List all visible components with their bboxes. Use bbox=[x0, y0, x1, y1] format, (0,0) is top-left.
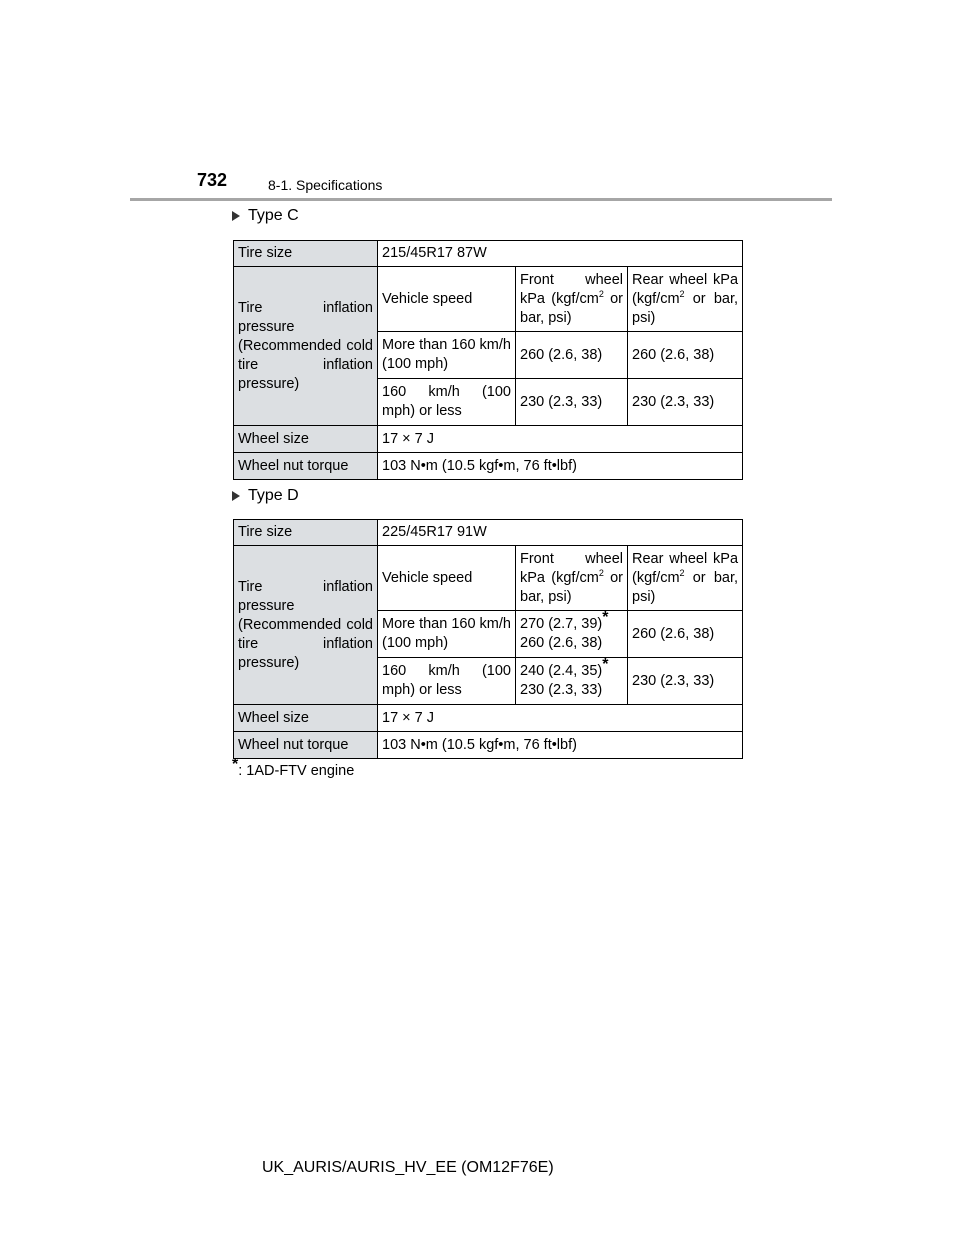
footnote-asterisk: * bbox=[232, 756, 239, 774]
wheel-nut-torque-label: Wheel nut torque bbox=[234, 732, 378, 759]
asterisk-mark: * bbox=[602, 609, 609, 627]
tire-pressure-label: Tire inflation pressure (Recommended cold tire inflation pressure) bbox=[234, 267, 378, 426]
vehicle-speed-header: Vehicle speed bbox=[378, 267, 516, 332]
type-d-heading bbox=[232, 487, 299, 505]
type-c-spec-table bbox=[233, 240, 743, 480]
front-pressure-cell: 260 (2.6, 38) bbox=[516, 332, 628, 379]
rear-wheel-header: Rear wheel kPa ($kgf/cm^2$ or bar, psi) bbox=[628, 546, 743, 611]
front-wheel-header: Front wheel kPa ($kgf/cm^2$ or bar, psi) bbox=[516, 546, 628, 611]
section-title: 8-1. Specifications bbox=[268, 177, 383, 193]
speed-cell: 160 km/h (100 mph) or less bbox=[378, 658, 516, 705]
tire-pressure-label: Tire inflation pressure (Recommended cold tire inflation pressure) bbox=[234, 546, 378, 705]
tire-size-label: Tire size bbox=[234, 241, 378, 267]
tire-size-value: 215/45R17 87W bbox=[378, 241, 743, 267]
triangle-bullet-icon bbox=[232, 211, 240, 221]
type-c-heading bbox=[232, 207, 299, 225]
type-d-label: Type D bbox=[248, 487, 299, 504]
rear-pressure-cell: 230 (2.3, 33) bbox=[628, 658, 743, 705]
rear-pressure-cell: 260 (2.6, 38) bbox=[628, 611, 743, 658]
speed-cell: More than 160 km/h (100 mph) bbox=[378, 332, 516, 379]
wheel-size-label: Wheel size bbox=[234, 705, 378, 732]
triangle-bullet-icon bbox=[232, 491, 240, 501]
rear-wheel-header: Rear wheel kPa ($kgf/cm^2$ or bar, psi) bbox=[628, 267, 743, 332]
tire-size-label: Tire size bbox=[234, 520, 378, 546]
wheel-nut-torque-value: 103 N•m (10.5 kgf•m, 76 ft•lbf) bbox=[378, 732, 743, 759]
front-pressure-cell: 270 (2.7, 39)* 260 (2.6, 38) bbox=[516, 611, 628, 658]
header-rule bbox=[130, 198, 832, 201]
footnote-text: : 1AD-FTV engine bbox=[238, 763, 355, 779]
rear-pressure-cell: 230 (2.3, 33) bbox=[628, 379, 743, 426]
type-c-label: Type C bbox=[248, 207, 299, 224]
rear-pressure-cell: 260 (2.6, 38) bbox=[628, 332, 743, 379]
asterisk-mark: * bbox=[602, 656, 609, 674]
speed-cell: More than 160 km/h (100 mph) bbox=[378, 611, 516, 658]
page-number: 732 bbox=[197, 170, 228, 190]
wheel-nut-torque-label: Wheel nut torque bbox=[234, 453, 378, 480]
wheel-size-label: Wheel size bbox=[234, 426, 378, 453]
front-wheel-header: Front wheel kPa ($kgf/cm^2$ or bar, psi) bbox=[516, 267, 628, 332]
wheel-size-value: 17 × 7 J bbox=[378, 705, 743, 732]
speed-cell: 160 km/h (100 mph) or less bbox=[378, 379, 516, 426]
front-pressure-cell: 230 (2.3, 33) bbox=[516, 379, 628, 426]
footnote bbox=[232, 756, 355, 779]
tire-size-value: 225/45R17 91W bbox=[378, 520, 743, 546]
footer-document-code: UK_AURIS/AURIS_HV_EE (OM12F76E) bbox=[262, 1159, 554, 1176]
wheel-nut-torque-value: 103 N•m (10.5 kgf•m, 76 ft•lbf) bbox=[378, 453, 743, 480]
front-pressure-cell: 240 (2.4, 35)* 230 (2.3, 33) bbox=[516, 658, 628, 705]
type-d-spec-table bbox=[233, 519, 743, 759]
vehicle-speed-header: Vehicle speed bbox=[378, 546, 516, 611]
wheel-size-value: 17 × 7 J bbox=[378, 426, 743, 453]
